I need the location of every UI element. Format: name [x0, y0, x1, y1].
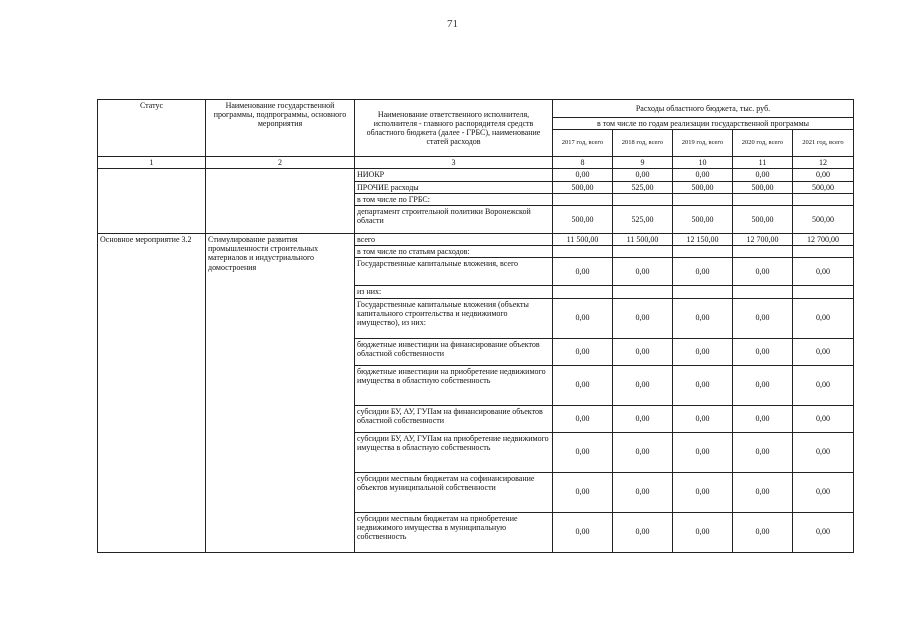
- value-cell: 0,00: [673, 365, 733, 405]
- column-number: 10: [673, 157, 733, 169]
- value-cell: 0,00: [733, 365, 793, 405]
- value-cell: [733, 193, 793, 205]
- row-label: бюджетные инвестиции на финансирование объектов областной собственности: [355, 338, 553, 365]
- value-cell: [553, 193, 613, 205]
- row-label: всего: [355, 233, 553, 245]
- value-cell: 12 700,00: [793, 233, 854, 245]
- row-label: из них:: [355, 286, 553, 298]
- header-year-2020: 2020 год, всего: [733, 130, 793, 157]
- column-number: 8: [553, 157, 613, 169]
- value-cell: [613, 193, 673, 205]
- value-cell: 11 500,00: [613, 233, 673, 245]
- column-number: 9: [613, 157, 673, 169]
- value-cell: 0,00: [793, 258, 854, 286]
- row-label: департамент строительной политики Воронежской области: [355, 205, 553, 233]
- value-cell: 0,00: [793, 365, 854, 405]
- value-cell: 0,00: [613, 512, 673, 552]
- value-cell: 0,00: [793, 405, 854, 432]
- value-cell: [673, 193, 733, 205]
- row-label: Государственные капитальные вложения, всего: [355, 258, 553, 286]
- value-cell: 0,00: [673, 512, 733, 552]
- value-cell: 525,00: [613, 205, 673, 233]
- value-cell: 12 700,00: [733, 233, 793, 245]
- budget-table: [97, 99, 854, 553]
- program-name-cell-empty: [206, 169, 355, 234]
- value-cell: 0,00: [553, 365, 613, 405]
- value-cell: 500,00: [793, 181, 854, 193]
- header-row-1: [98, 100, 854, 118]
- value-cell: 0,00: [793, 169, 854, 181]
- row-label: субсидии местным бюджетам на приобретение недвижимого имущества в муниципальную собственность: [355, 512, 553, 552]
- column-number: 1: [98, 157, 206, 169]
- value-cell: 500,00: [793, 205, 854, 233]
- table-row: [98, 233, 854, 245]
- value-cell: [793, 286, 854, 298]
- value-cell: [673, 246, 733, 258]
- value-cell: [793, 193, 854, 205]
- value-cell: 0,00: [733, 432, 793, 472]
- value-cell: 11 500,00: [553, 233, 613, 245]
- value-cell: [613, 246, 673, 258]
- value-cell: 500,00: [673, 181, 733, 193]
- value-cell: 500,00: [733, 205, 793, 233]
- value-cell: 0,00: [793, 512, 854, 552]
- value-cell: 0,00: [793, 298, 854, 338]
- row-label: в том числе по статьям расходов:: [355, 246, 553, 258]
- value-cell: 500,00: [733, 181, 793, 193]
- row-label: субсидии БУ, АУ, ГУПам на финансирование объектов областной собственности: [355, 405, 553, 432]
- value-cell: 0,00: [673, 298, 733, 338]
- value-cell: 0,00: [733, 512, 793, 552]
- value-cell: 12 150,00: [673, 233, 733, 245]
- table-row: [98, 169, 854, 181]
- header-program-name: Наименование государственной программы, подпрограммы, основного мероприятия: [206, 100, 355, 157]
- value-cell: [793, 246, 854, 258]
- column-number-row: [98, 157, 854, 169]
- header-by-years: в том числе по годам реализации государственной программы: [553, 118, 854, 130]
- value-cell: 0,00: [553, 169, 613, 181]
- value-cell: 0,00: [793, 472, 854, 512]
- row-label: в том числе по ГРБС:: [355, 193, 553, 205]
- value-cell: 0,00: [793, 338, 854, 365]
- value-cell: 0,00: [613, 338, 673, 365]
- value-cell: 0,00: [613, 472, 673, 512]
- value-cell: 0,00: [733, 258, 793, 286]
- value-cell: [673, 286, 733, 298]
- header-year-2017: 2017 год, всего: [553, 130, 613, 157]
- value-cell: 0,00: [673, 432, 733, 472]
- value-cell: 0,00: [613, 169, 673, 181]
- value-cell: [613, 286, 673, 298]
- value-cell: [733, 286, 793, 298]
- value-cell: 0,00: [553, 338, 613, 365]
- value-cell: [733, 246, 793, 258]
- value-cell: [553, 286, 613, 298]
- value-cell: 0,00: [553, 472, 613, 512]
- value-cell: 0,00: [553, 298, 613, 338]
- header-executor: Наименование ответственного исполнителя, исполнителя - главного распорядителя средств областного бюджета (далее - ГРБС), наименование статей расходов: [355, 100, 553, 157]
- value-cell: 500,00: [553, 181, 613, 193]
- value-cell: 525,00: [613, 181, 673, 193]
- value-cell: 0,00: [613, 298, 673, 338]
- value-cell: 0,00: [733, 298, 793, 338]
- value-cell: 0,00: [613, 365, 673, 405]
- row-label: субсидии местным бюджетам на софинансирование объектов муниципальной собственности: [355, 472, 553, 512]
- status-cell-empty: [98, 169, 206, 234]
- value-cell: 0,00: [613, 258, 673, 286]
- value-cell: 500,00: [673, 205, 733, 233]
- header-status: Статус: [98, 100, 206, 157]
- row-label: Государственные капитальные вложения (объекты капитального строительства и недвижимого имущество), из них:: [355, 298, 553, 338]
- value-cell: 0,00: [553, 432, 613, 472]
- value-cell: 0,00: [613, 405, 673, 432]
- value-cell: 0,00: [553, 405, 613, 432]
- value-cell: 0,00: [673, 258, 733, 286]
- value-cell: [553, 246, 613, 258]
- column-number: 11: [733, 157, 793, 169]
- measure-name: Стимулирование развития промышленности строительных материалов и индустриального домостроения: [206, 233, 355, 552]
- value-cell: 500,00: [553, 205, 613, 233]
- column-number: 2: [206, 157, 355, 169]
- measure-status: Основное мероприятие 3.2: [98, 233, 206, 552]
- column-number: 3: [355, 157, 553, 169]
- page-number: 71: [447, 18, 458, 30]
- value-cell: 0,00: [673, 472, 733, 512]
- header-year-2019: 2019 год, всего: [673, 130, 733, 157]
- row-label: бюджетные инвестиции на приобретение недвижимого имущества в областную собственность: [355, 365, 553, 405]
- header-year-2018: 2018 год, всего: [613, 130, 673, 157]
- value-cell: 0,00: [553, 512, 613, 552]
- row-label: НИОКР: [355, 169, 553, 181]
- value-cell: 0,00: [613, 432, 673, 472]
- value-cell: 0,00: [793, 432, 854, 472]
- value-cell: 0,00: [733, 472, 793, 512]
- value-cell: 0,00: [733, 405, 793, 432]
- value-cell: 0,00: [673, 169, 733, 181]
- value-cell: 0,00: [733, 169, 793, 181]
- row-label: ПРОЧИЕ расходы: [355, 181, 553, 193]
- header-expenses: Расходы областного бюджета, тыс. руб.: [553, 100, 854, 118]
- value-cell: 0,00: [733, 338, 793, 365]
- value-cell: 0,00: [673, 405, 733, 432]
- column-number: 12: [793, 157, 854, 169]
- header-year-2021: 2021 год, всего: [793, 130, 854, 157]
- value-cell: 0,00: [553, 258, 613, 286]
- row-label: субсидии БУ, АУ, ГУПам на приобретение недвижимого имущества в областную собственность: [355, 432, 553, 472]
- value-cell: 0,00: [673, 338, 733, 365]
